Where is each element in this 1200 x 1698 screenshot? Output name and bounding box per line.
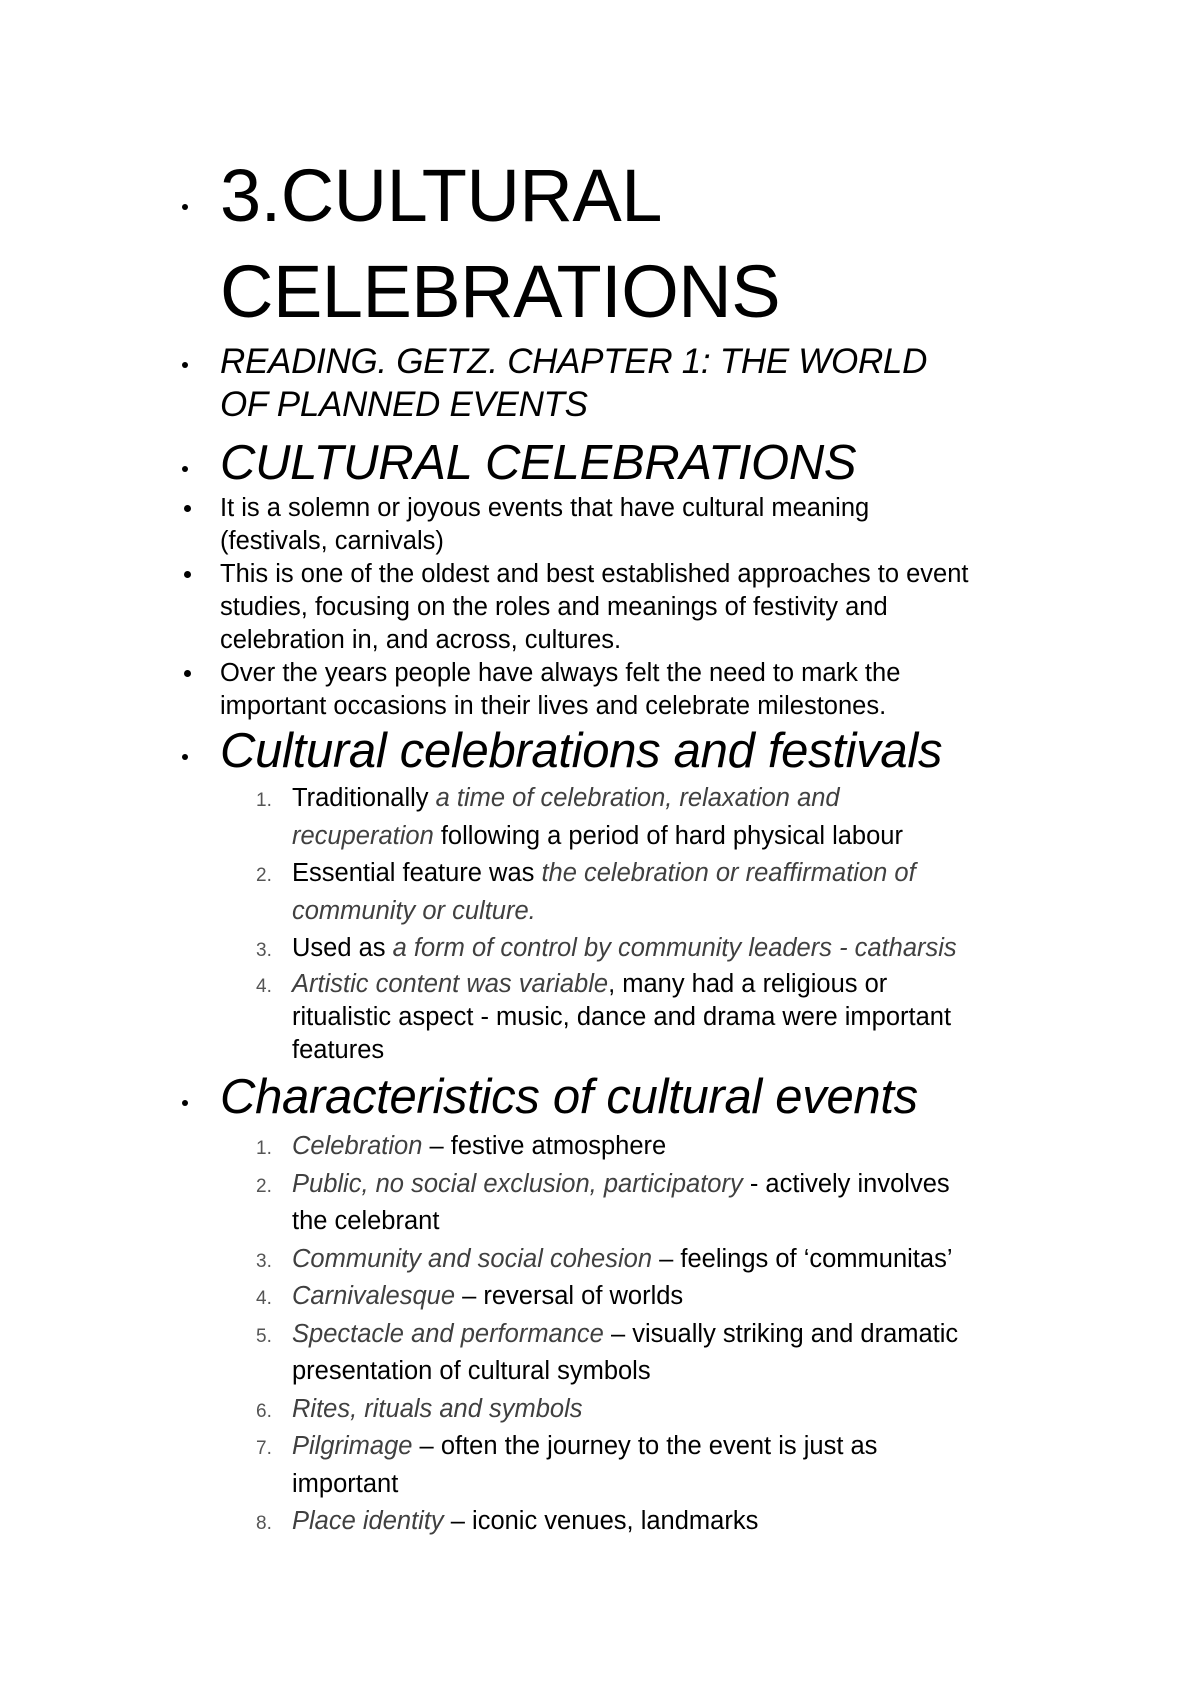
list-item bbox=[256, 855, 1092, 930]
list-number: 5. bbox=[256, 1325, 272, 1347]
description-text: - actively involves bbox=[742, 1169, 950, 1198]
list-item bbox=[220, 492, 1080, 558]
emphasis-text: recuperation bbox=[292, 821, 434, 850]
term-text: Rites, rituals and symbols bbox=[292, 1394, 583, 1423]
line: studies, focusing on the roles and meanings of festivity and bbox=[220, 593, 888, 621]
line: celebration in, and across, cultures. bbox=[220, 626, 622, 654]
list-number: 3. bbox=[256, 1250, 272, 1272]
emphasis-text: a time of celebration, relaxation and bbox=[435, 784, 840, 812]
term-text: Spectacle and performance bbox=[292, 1319, 604, 1348]
emphasis-text: community or culture. bbox=[292, 896, 536, 925]
heading-text: Characteristics of cultural events bbox=[220, 1070, 918, 1124]
section-heading-celebrations-festivals bbox=[220, 722, 1080, 780]
description-text: – iconic venues, landmarks bbox=[443, 1507, 759, 1535]
bullet-icon bbox=[182, 362, 188, 368]
bullet-icon bbox=[184, 505, 191, 512]
term-text: Celebration bbox=[292, 1132, 423, 1160]
characteristics-numbered-list bbox=[256, 1128, 1092, 1541]
list-item bbox=[256, 1166, 1092, 1241]
list-item bbox=[256, 1128, 1092, 1166]
bullet-icon bbox=[182, 754, 188, 760]
line: presentation of cultural symbols bbox=[292, 1357, 651, 1385]
list-number: 7. bbox=[256, 1438, 272, 1459]
description-text: – feelings of ‘communitas’ bbox=[652, 1244, 953, 1273]
plain-text: , many had a religious or bbox=[608, 969, 888, 998]
description-text: – festive atmosphere bbox=[422, 1132, 667, 1160]
line: features bbox=[292, 1035, 385, 1064]
list-number: 4. bbox=[256, 975, 272, 997]
line: ritualistic aspect - music, dance and drama were important bbox=[292, 1002, 952, 1031]
list-number: 1. bbox=[256, 1138, 272, 1159]
emphasis-text: the celebration or reaffirmation of bbox=[541, 859, 916, 887]
line: This is one of the oldest and best established approaches to event bbox=[220, 560, 969, 588]
reading-line-2: OF PLANNED EVENTS bbox=[220, 385, 588, 424]
list-item bbox=[256, 780, 1092, 855]
plain-text: Used as bbox=[292, 934, 393, 962]
description-text: – visually striking and dramatic bbox=[603, 1319, 959, 1348]
line: the celebrant bbox=[292, 1207, 440, 1235]
bullet-icon bbox=[182, 466, 188, 472]
list-item bbox=[256, 1278, 1092, 1316]
bullet-icon bbox=[184, 670, 191, 677]
heading-text: CULTURAL CELEBRATIONS bbox=[220, 436, 857, 490]
list-item bbox=[220, 558, 1080, 657]
description-text: – reversal of worlds bbox=[455, 1282, 684, 1310]
list-item bbox=[220, 657, 1080, 723]
bullet-icon bbox=[182, 204, 188, 210]
line: important bbox=[292, 1469, 399, 1498]
reading-reference bbox=[220, 340, 1080, 426]
list-number: 2. bbox=[256, 1175, 272, 1197]
line: Over the years people have always felt the need to mark the bbox=[220, 659, 901, 687]
list-item bbox=[256, 930, 1092, 968]
bullet-icon bbox=[184, 571, 191, 578]
title-line-2: CELEBRATIONS bbox=[220, 250, 781, 333]
plain-text: following a period of hard physical labour bbox=[433, 821, 903, 850]
emphasis-text: Artistic content was variable bbox=[292, 969, 609, 998]
reading-line-1: READING. GETZ. CHAPTER 1: THE WORLD bbox=[220, 342, 928, 381]
term-text: Community and social cohesion bbox=[292, 1244, 653, 1273]
plain-text: Traditionally bbox=[292, 784, 436, 812]
list-item bbox=[256, 968, 1092, 1067]
definition-bullets bbox=[220, 492, 1080, 723]
term-text: Pilgrimage bbox=[292, 1432, 413, 1460]
section-heading-cultural-celebrations bbox=[220, 434, 1080, 492]
list-number: 8. bbox=[256, 1513, 272, 1534]
section-heading-characteristics bbox=[220, 1068, 1080, 1126]
description-text: – often the journey to the event is just as bbox=[412, 1432, 878, 1460]
line: (festivals, carnivals) bbox=[220, 527, 444, 555]
list-number: 4. bbox=[256, 1288, 272, 1309]
line: important occasions in their lives and celebrate milestones. bbox=[220, 692, 887, 720]
list-item bbox=[256, 1428, 1092, 1503]
list-number: 1. bbox=[256, 790, 272, 811]
list-item bbox=[256, 1391, 1092, 1429]
list-item bbox=[256, 1241, 1092, 1279]
term-text: Public, no social exclusion, participatory bbox=[292, 1169, 743, 1198]
list-number: 6. bbox=[256, 1400, 272, 1422]
list-number: 2. bbox=[256, 865, 272, 886]
term-text: Place identity bbox=[292, 1507, 444, 1535]
page-title bbox=[220, 148, 1080, 340]
list-item bbox=[256, 1316, 1092, 1391]
plain-text: Essential feature was bbox=[292, 859, 542, 887]
emphasis-text: a form of control by community leaders - catharsis bbox=[392, 934, 957, 962]
line: It is a solemn or joyous events that have cultural meaning bbox=[220, 494, 870, 522]
title-line-1: 3.CULTURAL bbox=[220, 154, 662, 237]
festivals-numbered-list bbox=[256, 780, 1092, 1067]
list-item bbox=[256, 1503, 1092, 1541]
bullet-icon bbox=[182, 1100, 188, 1106]
list-number: 3. bbox=[256, 940, 272, 961]
heading-text: Cultural celebrations and festivals bbox=[220, 724, 943, 778]
term-text: Carnivalesque bbox=[292, 1282, 456, 1310]
